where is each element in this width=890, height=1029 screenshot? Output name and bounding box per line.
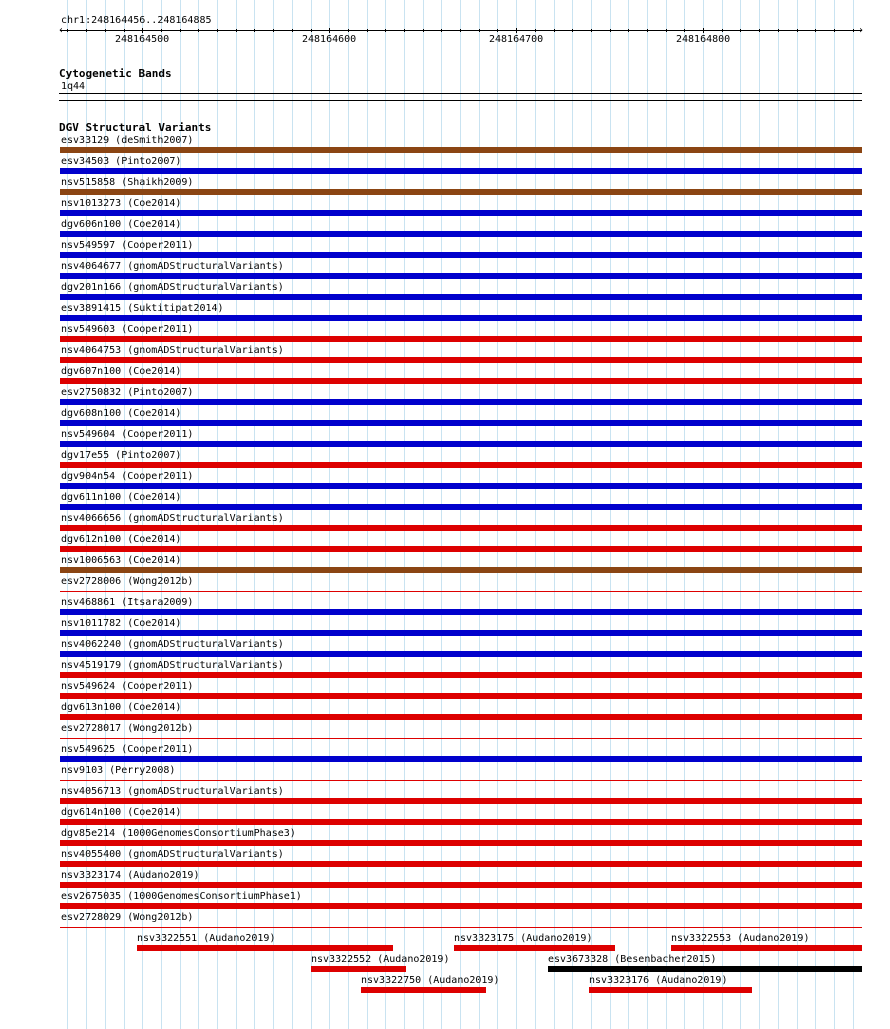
variant-label[interactable]: nsv3322552 (Audano2019) — [311, 954, 450, 965]
variant-bar[interactable] — [60, 231, 862, 237]
variant-label[interactable]: dgv85e214 (1000GenomesConsortiumPhase3) — [61, 828, 296, 839]
variant-bar[interactable] — [60, 903, 862, 909]
variant-label[interactable]: nsv549624 (Cooper2011) — [61, 681, 194, 692]
variant-label[interactable]: dgv904n54 (Cooper2011) — [61, 471, 194, 482]
ruler-minor-tick — [479, 29, 480, 32]
variant-label[interactable]: nsv1013273 (Coe2014) — [61, 198, 182, 209]
variant-label[interactable]: nsv4066656 (gnomADStructuralVariants) — [61, 513, 284, 524]
variant-bar[interactable] — [548, 966, 862, 972]
ruler-arrow-right: › — [858, 25, 865, 36]
variant-bar[interactable] — [60, 840, 862, 846]
ruler-minor-tick — [610, 29, 611, 32]
ruler-minor-tick — [666, 29, 667, 32]
variant-label[interactable]: nsv468861 (Itsara2009) — [61, 597, 194, 608]
grid-line — [441, 0, 442, 1029]
ruler-minor-tick — [834, 29, 835, 32]
variant-bar[interactable] — [60, 147, 862, 153]
variant-bar[interactable] — [60, 693, 862, 699]
variant-bar[interactable] — [60, 780, 862, 781]
grid-line — [572, 0, 573, 1029]
variant-bar[interactable] — [311, 966, 406, 972]
ruler-minor-tick — [647, 29, 648, 32]
ruler-major-tick — [703, 28, 704, 33]
ruler-major-tick — [516, 28, 517, 33]
ruler-minor-tick — [273, 29, 274, 32]
ruler-minor-tick — [797, 29, 798, 32]
variant-label[interactable]: nsv3322553 (Audano2019) — [671, 933, 810, 944]
ruler-minor-tick — [217, 29, 218, 32]
ruler-tick-label: 248164800 — [676, 34, 731, 45]
cytoband-bar[interactable] — [59, 93, 862, 94]
variant-bar[interactable] — [60, 462, 862, 468]
ruler-minor-tick — [684, 29, 685, 32]
variant-bar[interactable] — [60, 927, 862, 928]
location-label: chr1:248164456..248164885 — [61, 15, 212, 26]
ruler-minor-tick — [722, 29, 723, 32]
grid-line — [423, 0, 424, 1029]
variant-label[interactable]: esv3673328 (Besenbacher2015) — [548, 954, 717, 965]
grid-line — [516, 0, 517, 1029]
grid-line — [610, 0, 611, 1029]
variant-bar[interactable] — [60, 525, 862, 531]
variant-label[interactable]: dgv606n100 (Coe2014) — [61, 219, 182, 230]
grid-line — [797, 0, 798, 1029]
variant-bar[interactable] — [60, 504, 862, 510]
variant-bar[interactable] — [60, 378, 862, 384]
variant-label[interactable]: dgv201n166 (gnomADStructuralVariants) — [61, 282, 284, 293]
variant-label[interactable]: esv2728017 (Wong2012b) — [61, 723, 194, 734]
grid-line — [722, 0, 723, 1029]
ruler-minor-tick — [778, 29, 779, 32]
ruler-minor-tick — [311, 29, 312, 32]
ruler-minor-tick — [161, 29, 162, 32]
variant-bar[interactable] — [60, 609, 862, 615]
ruler-arrow-left: ‹ — [58, 25, 65, 36]
variant-label[interactable]: nsv549604 (Cooper2011) — [61, 429, 194, 440]
ruler-minor-tick — [105, 29, 106, 32]
ruler-minor-tick — [67, 29, 68, 32]
grid-line — [703, 0, 704, 1029]
variant-bar[interactable] — [361, 987, 486, 993]
variant-label[interactable]: esv2728029 (Wong2012b) — [61, 912, 194, 923]
ruler-minor-tick — [441, 29, 442, 32]
variant-label[interactable]: nsv4062240 (gnomADStructuralVariants) — [61, 639, 284, 650]
grid-line — [647, 0, 648, 1029]
grid-line — [292, 0, 293, 1029]
variant-label[interactable]: nsv1006563 (Coe2014) — [61, 555, 182, 566]
ruler-minor-tick — [554, 29, 555, 32]
variant-label[interactable]: nsv3323176 (Audano2019) — [589, 975, 728, 986]
ruler-minor-tick — [497, 29, 498, 32]
variant-label[interactable]: dgv614n100 (Coe2014) — [61, 807, 182, 818]
variant-bar[interactable] — [60, 672, 862, 678]
ruler-tick-label: 248164600 — [302, 34, 357, 45]
grid-line — [497, 0, 498, 1029]
variant-bar[interactable] — [60, 546, 862, 552]
variant-bar[interactable] — [60, 819, 862, 825]
ruler-minor-tick — [853, 29, 854, 32]
variant-label[interactable]: dgv608n100 (Coe2014) — [61, 408, 182, 419]
variant-label[interactable]: nsv4064753 (gnomADStructuralVariants) — [61, 345, 284, 356]
ruler-minor-tick — [815, 29, 816, 32]
variant-bar[interactable] — [60, 420, 862, 426]
variant-bar[interactable] — [60, 315, 862, 321]
ruler-major-tick — [142, 28, 143, 33]
ruler-minor-tick — [404, 29, 405, 32]
variant-label[interactable]: nsv3323174 (Audano2019) — [61, 870, 200, 881]
variant-bar[interactable] — [589, 987, 752, 993]
grid-line — [740, 0, 741, 1029]
track-divider — [59, 100, 862, 101]
ruler-minor-tick — [236, 29, 237, 32]
dgv-track-title[interactable]: DGV Structural Variants — [59, 121, 212, 134]
variant-label[interactable]: esv34503 (Pinto2007) — [61, 156, 182, 167]
grid-line — [311, 0, 312, 1029]
ruler-tick-label: 248164500 — [115, 34, 170, 45]
ruler-minor-tick — [367, 29, 368, 32]
grid-line — [628, 0, 629, 1029]
grid-line — [367, 0, 368, 1029]
grid-line — [385, 0, 386, 1029]
variant-bar[interactable] — [454, 945, 615, 951]
ruler-tick-label: 248164700 — [489, 34, 544, 45]
variant-label[interactable]: nsv1011782 (Coe2014) — [61, 618, 182, 629]
variant-label[interactable]: nsv9103 (Perry2008) — [61, 765, 176, 776]
cytoband-track-title[interactable]: Cytogenetic Bands — [59, 67, 172, 80]
variant-bar[interactable] — [60, 567, 862, 573]
ruler-minor-tick — [740, 29, 741, 32]
variant-bar[interactable] — [60, 798, 862, 804]
grid-line — [554, 0, 555, 1029]
variant-bar[interactable] — [60, 630, 862, 636]
variant-label[interactable]: esv3891415 (Suktitipat2014) — [61, 303, 224, 314]
variant-bar[interactable] — [60, 861, 862, 867]
variant-label[interactable]: dgv17e55 (Pinto2007) — [61, 450, 182, 461]
ruler-minor-tick — [254, 29, 255, 32]
ruler-major-tick — [329, 28, 330, 33]
variant-label[interactable]: nsv549603 (Cooper2011) — [61, 324, 194, 335]
variant-bar[interactable] — [60, 210, 862, 216]
grid-line — [591, 0, 592, 1029]
variant-label[interactable]: esv33129 (deSmith2007) — [61, 135, 194, 146]
variant-bar[interactable] — [60, 483, 862, 489]
variant-bar[interactable] — [60, 738, 862, 739]
ruler-minor-tick — [86, 29, 87, 32]
variant-bar[interactable] — [60, 294, 862, 300]
variant-bar[interactable] — [60, 714, 862, 720]
variant-label[interactable]: nsv4064677 (gnomADStructuralVariants) — [61, 261, 284, 272]
variant-label[interactable]: nsv4056713 (gnomADStructuralVariants) — [61, 786, 284, 797]
variant-bar[interactable] — [60, 399, 862, 405]
ruler-minor-tick — [591, 29, 592, 32]
variant-label[interactable]: nsv3323175 (Audano2019) — [454, 933, 593, 944]
variant-label[interactable]: dgv613n100 (Coe2014) — [61, 702, 182, 713]
variant-label[interactable]: dgv612n100 (Coe2014) — [61, 534, 182, 545]
variant-label[interactable]: nsv549625 (Cooper2011) — [61, 744, 194, 755]
variant-bar[interactable] — [60, 189, 862, 195]
variant-label[interactable]: esv2675035 (1000GenomesConsortiumPhase1) — [61, 891, 302, 902]
grid-line — [684, 0, 685, 1029]
variant-bar[interactable] — [60, 756, 862, 762]
variant-bar[interactable] — [60, 882, 862, 888]
grid-line — [460, 0, 461, 1029]
variant-bar[interactable] — [671, 945, 862, 951]
variant-label[interactable]: nsv515858 (Shaikh2009) — [61, 177, 194, 188]
ruler-minor-tick — [423, 29, 424, 32]
grid-line — [759, 0, 760, 1029]
grid-line — [329, 0, 330, 1029]
grid-line — [479, 0, 480, 1029]
variant-label[interactable]: dgv607n100 (Coe2014) — [61, 366, 182, 377]
variant-label[interactable]: nsv4519179 (gnomADStructuralVariants) — [61, 660, 284, 671]
ruler-minor-tick — [385, 29, 386, 32]
variant-label[interactable]: nsv4055400 (gnomADStructuralVariants) — [61, 849, 284, 860]
ruler-minor-tick — [348, 29, 349, 32]
variant-bar[interactable] — [60, 357, 862, 363]
variant-bar[interactable] — [60, 273, 862, 279]
grid-line — [815, 0, 816, 1029]
ruler-minor-tick — [292, 29, 293, 32]
grid-line — [666, 0, 667, 1029]
ruler-minor-tick — [759, 29, 760, 32]
ruler-minor-tick — [572, 29, 573, 32]
grid-line — [404, 0, 405, 1029]
variant-label[interactable]: nsv549597 (Cooper2011) — [61, 240, 194, 251]
ruler-minor-tick — [460, 29, 461, 32]
variant-bar[interactable] — [60, 168, 862, 174]
ruler-minor-tick — [628, 29, 629, 32]
grid-line — [853, 0, 854, 1029]
grid-line — [348, 0, 349, 1029]
variant-bar[interactable] — [60, 591, 862, 592]
grid-line — [535, 0, 536, 1029]
variant-bar[interactable] — [60, 252, 862, 258]
variant-bar[interactable] — [60, 336, 862, 342]
cytoband-label: 1q44 — [61, 81, 86, 92]
variant-bar[interactable] — [60, 651, 862, 657]
variant-label[interactable]: esv2750832 (Pinto2007) — [61, 387, 194, 398]
variant-label[interactable]: nsv3322750 (Audano2019) — [361, 975, 500, 986]
variant-bar[interactable] — [137, 945, 393, 951]
ruler-minor-tick — [198, 29, 199, 32]
variant-bar[interactable] — [60, 441, 862, 447]
variant-label[interactable]: dgv611n100 (Coe2014) — [61, 492, 182, 503]
ruler-minor-tick — [124, 29, 125, 32]
grid-line — [778, 0, 779, 1029]
grid-line — [834, 0, 835, 1029]
ruler-minor-tick — [535, 29, 536, 32]
variant-label[interactable]: nsv3322551 (Audano2019) — [137, 933, 276, 944]
ruler-minor-tick — [180, 29, 181, 32]
variant-label[interactable]: esv2728006 (Wong2012b) — [61, 576, 194, 587]
